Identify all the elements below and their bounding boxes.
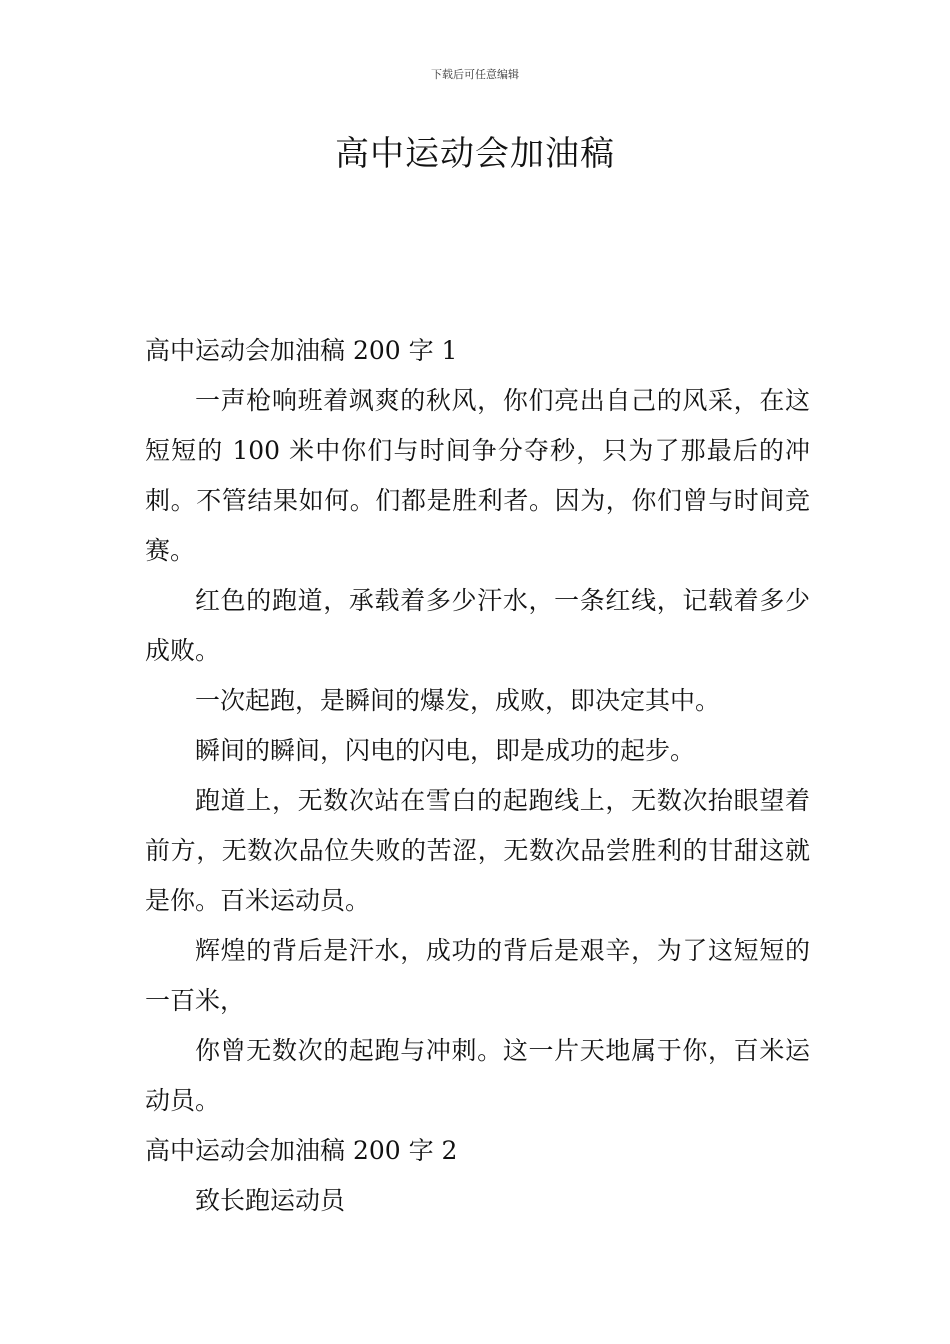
header-note: 下载后可任意编辑 [431, 68, 519, 81]
paragraph: 致长跑运动员 [195, 1186, 346, 1215]
paragraph: 跑道上，无数次站在雪白的起跑线上，无数次抬眼望着前方，无数次品位失败的苦涩，无数次品尝胜利的甘甜这就是你。百米运动员。 [145, 786, 810, 915]
section-heading-2: 高中运动会加油稿 200 字 2 [145, 1136, 458, 1165]
document-title: 高中运动会加油稿 [335, 134, 615, 174]
paragraph: 你曾无数次的起跑与冲刺。这一片天地属于你，百米运动员。 [145, 1036, 810, 1115]
paragraph: 瞬间的瞬间，闪电的闪电，即是成功的起步。 [195, 736, 696, 765]
paragraph: 一次起跑，是瞬间的爆发，成败，即决定其中。 [195, 686, 721, 715]
paragraph: 一声枪响班着飒爽的秋风，你们亮出自己的风采，在这短短的 100 米中你们与时间争分夺秒，只为了那最后的冲刺。不管结果如何。们都是胜利者。因为，你们曾与时间竞赛。 [145, 386, 810, 565]
document-body [145, 326, 810, 1226]
paragraph: 红色的跑道，承载着多少汗水，一条红线，记载着多少成败。 [145, 586, 810, 665]
section-heading-1: 高中运动会加油稿 200 字 1 [145, 336, 458, 365]
paragraph: 辉煌的背后是汗水，成功的背后是艰辛，为了这短短的一百米， [145, 936, 810, 1015]
